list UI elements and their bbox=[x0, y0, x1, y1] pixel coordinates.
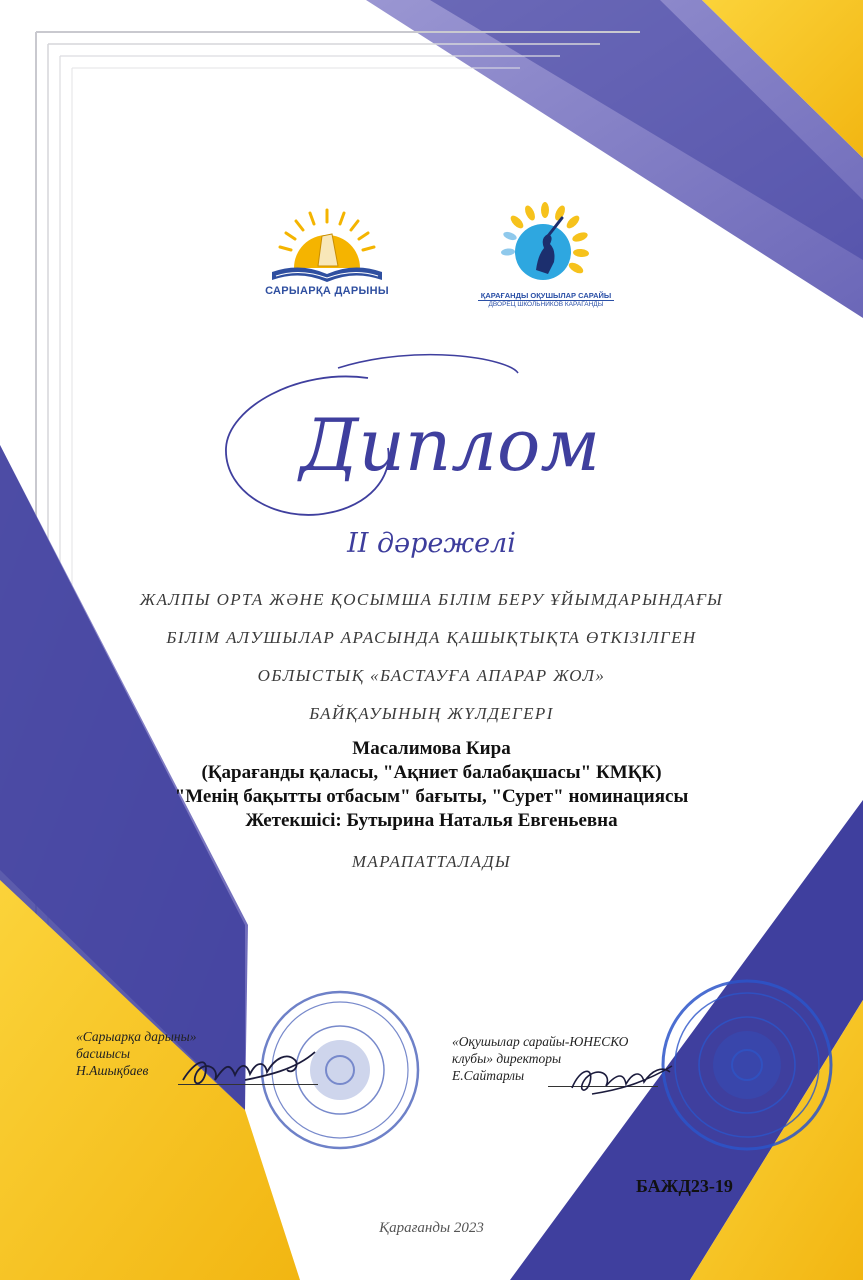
city-year: Қарағанды 2023 bbox=[379, 1220, 484, 1236]
left-signatory-name: Н.Ашықбаев bbox=[76, 1063, 149, 1078]
right-logo-caption-ru: ДВОРЕЦ ШКОЛЬНИКОВ КАРАГАНДЫ bbox=[488, 301, 604, 308]
right-logo-caption-kk: ҚАРАҒАНДЫ ОҚУШЫЛАР САРАЙЫ bbox=[478, 292, 614, 301]
diploma-title-text: Диплом bbox=[299, 403, 601, 487]
degree-label: II дәрежелі bbox=[347, 528, 516, 559]
right-signatory-title: клубы» директоры bbox=[452, 1051, 562, 1066]
caps-line-4: БАЙҚАУЫНЫҢ ЖҮЛДЕГЕРІ bbox=[309, 704, 554, 723]
awardee-direction: "Менің бақытты отбасым" бағыты, "Сурет" номинациясы bbox=[174, 786, 689, 807]
left-handwritten-signature bbox=[175, 1040, 325, 1095]
palace-child-logo bbox=[488, 200, 603, 295]
caps-line-2: БІЛІМ АЛУШЫЛАР АРАСЫНДА ҚАШЫҚТЫҚТА ӨТКІЗІЛГЕН bbox=[166, 628, 697, 647]
right-signatory-name: Е.Сайтарлы bbox=[452, 1068, 525, 1083]
awarded-label: МАРАПАТТАЛАДЫ bbox=[351, 852, 512, 871]
right-stamp bbox=[660, 978, 835, 1153]
right-signatory-org: «Оқушылар сарайы-ЮНЕСКО bbox=[452, 1034, 629, 1049]
awardee-org: (Қарағанды қаласы, "Ақниет балабақшасы" КМҚК) bbox=[201, 762, 662, 783]
awardee-name: Масалимова Кира bbox=[352, 738, 511, 759]
awardee-supervisor: Жетекшісі: Бутырина Наталья Евгеньевна bbox=[245, 810, 618, 831]
document-code: БАЖД23-19 bbox=[636, 1176, 733, 1196]
left-signatory-title: басшысы bbox=[76, 1046, 130, 1061]
right-handwritten-signature bbox=[562, 1048, 682, 1103]
left-logo-caption: САРЫАРҚА ДАРЫНЫ bbox=[265, 285, 389, 297]
right-logo-caption bbox=[478, 292, 614, 309]
left-signatory-org: «Сарыарқа дарыны» bbox=[76, 1029, 197, 1044]
caps-line-3: ОБЛЫСТЫҚ «БАСТАУҒА АПАРАР ЖОЛ» bbox=[257, 666, 606, 685]
caps-line-1: ЖАЛПЫ ОРТА ЖӘНЕ ҚОСЫМША БІЛІМ БЕРУ ҰЙЫМДАРЫНДАҒЫ bbox=[139, 590, 724, 609]
diploma-title bbox=[218, 338, 658, 538]
